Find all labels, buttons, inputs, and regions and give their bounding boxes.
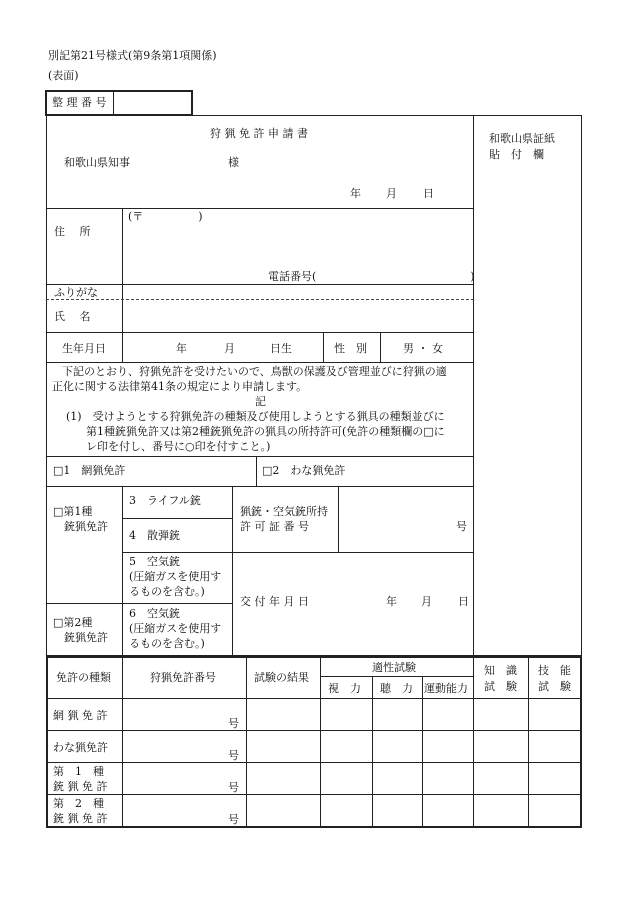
birth-date-field[interactable] bbox=[126, 335, 320, 359]
col-header-type: 免許の種類 bbox=[56, 671, 111, 684]
side-indicator: (表面) bbox=[48, 69, 79, 82]
permit-label-divider bbox=[338, 486, 339, 552]
date-month-label: 月 bbox=[386, 187, 397, 200]
divider-address-top bbox=[46, 208, 474, 209]
divider-gun-top bbox=[46, 486, 474, 487]
col-header-skill-a: 技 能 bbox=[538, 664, 571, 677]
issue-date-field[interactable] bbox=[342, 584, 470, 620]
results-col-3 bbox=[320, 656, 321, 828]
seiri-divider bbox=[113, 90, 114, 116]
divider-second-gun-top bbox=[46, 603, 232, 604]
gun-option-air5-note-a: (圧縮ガスを使用す bbox=[129, 570, 222, 583]
date-year-label: 年 bbox=[350, 187, 361, 200]
address-field[interactable] bbox=[126, 226, 470, 268]
gun-item-divider bbox=[232, 486, 233, 656]
stamp-area-label-1: 和歌山県証紙 bbox=[489, 132, 555, 145]
gun-option-shotgun[interactable]: 4 散弾銃 bbox=[129, 529, 180, 542]
name-label: 氏 名 bbox=[54, 310, 91, 323]
row-type-label-b: 銃 猟 免 許 bbox=[53, 812, 108, 825]
row-number-field[interactable] bbox=[125, 733, 225, 759]
gun-option-air6[interactable]: 6 空気銃 bbox=[129, 607, 180, 620]
wana-license-checkbox[interactable]: □2 わな猟免許 bbox=[262, 464, 346, 477]
row-type-label-b: 銃 猟 免 許 bbox=[53, 780, 108, 793]
permit-number-label-b: 許 可 証 番 号 bbox=[240, 520, 309, 533]
col-header-aptitude: 適性試験 bbox=[372, 661, 416, 674]
permit-number-field[interactable] bbox=[342, 490, 452, 548]
col-header-result: 試験の結果 bbox=[254, 671, 309, 684]
results-row-divider-3 bbox=[46, 794, 582, 795]
stamp-area-label-2: 貼 付 欄 bbox=[489, 148, 544, 161]
col-header-hearing: 聴 力 bbox=[380, 682, 413, 695]
form-reference: 別記第21号様式(第9条第1項関係) bbox=[48, 49, 217, 62]
item1-line-a: (1) 受けようとする狩猟免許の種類及び使用しようとする猟具の種類並びに bbox=[66, 410, 445, 423]
addressee: 和歌山県知事 bbox=[64, 156, 130, 169]
first-gun-license-label: 銃猟免許 bbox=[64, 520, 108, 533]
furigana-label: ふりがな bbox=[54, 286, 98, 299]
statement-line-1: 下記のとおり、狩猟免許を受けたいので、鳥獣の保護及び管理並びに狩猟の適 bbox=[62, 365, 447, 378]
row-go-label: 号 bbox=[228, 717, 239, 730]
name-field[interactable] bbox=[126, 302, 470, 328]
date-day-label: 日 bbox=[423, 187, 434, 200]
birth-year-label: 年 bbox=[176, 342, 187, 355]
row-number-field[interactable] bbox=[125, 701, 225, 727]
birth-date-label: 生年月日 bbox=[62, 342, 106, 355]
row-go-label: 号 bbox=[228, 781, 239, 794]
second-gun-license-checkbox[interactable]: □第2種 bbox=[53, 616, 93, 629]
issue-day-label: 日 bbox=[458, 595, 469, 608]
row-type-label: 第 2 種 bbox=[53, 797, 104, 810]
divider-rifle-shotgun bbox=[122, 518, 232, 519]
furigana-field[interactable] bbox=[126, 286, 470, 298]
statement-line-2: 正化に関する法律第41条の規定により申請します。 bbox=[52, 380, 308, 393]
sex-label-left-divider bbox=[323, 332, 324, 362]
results-col-6 bbox=[473, 656, 474, 828]
sex-label-right-divider bbox=[380, 332, 381, 362]
divider-statement-top bbox=[46, 362, 474, 363]
seiri-label: 整 理 番 号 bbox=[52, 96, 107, 109]
ami-license-checkbox[interactable]: □1 網猟免許 bbox=[53, 464, 126, 477]
seiri-number-field[interactable] bbox=[116, 92, 190, 114]
stamp-column-divider bbox=[473, 115, 474, 656]
permit-go-label: 号 bbox=[456, 520, 467, 533]
results-col-1 bbox=[122, 656, 123, 828]
gun-option-rifle[interactable]: 3 ライフル銃 bbox=[129, 494, 201, 507]
divider-furigana-top bbox=[46, 284, 474, 285]
sex-label: 性 別 bbox=[334, 342, 367, 355]
col-header-number: 狩猟免許番号 bbox=[150, 671, 216, 684]
item1-line-c: レ印を付し、番号に○印を付すこと。) bbox=[86, 440, 271, 453]
issue-month-label: 月 bbox=[421, 595, 432, 608]
gun-type-divider bbox=[122, 486, 123, 656]
aptitude-sub-divider bbox=[320, 676, 473, 677]
birth-month-label: 月 bbox=[224, 342, 235, 355]
item1-line-b: 第1種銃猟免許又は第2種銃猟免許の猟具の所持許可(免許の種類欄の□に bbox=[86, 425, 445, 438]
col-header-knowledge-a: 知 識 bbox=[484, 664, 517, 677]
col-header-knowledge-b: 試 験 bbox=[484, 680, 517, 693]
sex-options[interactable]: 男 ・ 女 bbox=[403, 342, 443, 355]
divider-air5-top bbox=[122, 552, 474, 553]
gun-option-air5[interactable]: 5 空気銃 bbox=[129, 555, 180, 568]
row-type-label: 第 1 種 bbox=[53, 765, 104, 778]
results-row-divider-2 bbox=[46, 762, 582, 763]
sama-label: 様 bbox=[228, 156, 239, 169]
first-gun-license-checkbox[interactable]: □第1種 bbox=[53, 505, 93, 518]
col-header-vision: 視 力 bbox=[328, 682, 361, 695]
gun-option-air5-note-b: るものを含む。) bbox=[129, 585, 205, 598]
second-gun-license-label: 銃猟免許 bbox=[64, 631, 108, 644]
application-date-field[interactable] bbox=[320, 182, 460, 202]
ki-label: 記 bbox=[255, 395, 266, 408]
address-label: 住 所 bbox=[54, 225, 91, 238]
label-column-divider bbox=[122, 208, 123, 362]
permit-number-label-a: 猟銃・空気銃所持 bbox=[240, 505, 328, 518]
issue-year-label: 年 bbox=[386, 595, 397, 608]
col-header-motor: 運動能力 bbox=[424, 682, 468, 695]
divider-license-top bbox=[46, 456, 474, 457]
row-go-label: 号 bbox=[228, 749, 239, 762]
row-number-field[interactable] bbox=[125, 797, 225, 823]
col-header-skill-b: 試 験 bbox=[538, 680, 571, 693]
row-number-field[interactable] bbox=[125, 765, 225, 791]
postal-code: (〒 ) bbox=[128, 210, 203, 223]
phone-number: 電話番号( ) bbox=[268, 270, 475, 283]
results-header-bottom bbox=[46, 698, 582, 699]
results-col-2 bbox=[246, 656, 247, 828]
ami-wana-divider bbox=[256, 456, 257, 486]
divider-furigana-dashed bbox=[46, 299, 474, 300]
birth-day-label: 日生 bbox=[270, 342, 292, 355]
row-type-label: わな猟免許 bbox=[53, 741, 108, 754]
row-go-label: 号 bbox=[228, 813, 239, 826]
gun-option-air6-note-b: るものを含む。) bbox=[129, 637, 205, 650]
divider-birth-top bbox=[46, 332, 474, 333]
form-title: 狩 猟 免 許 申 請 書 bbox=[210, 127, 308, 140]
row-type-label: 網 猟 免 許 bbox=[53, 709, 108, 722]
issue-date-label: 交 付 年 月 日 bbox=[240, 595, 309, 608]
results-row-divider-1 bbox=[46, 730, 582, 731]
gun-option-air6-note-a: (圧縮ガスを使用す bbox=[129, 622, 222, 635]
results-col-7 bbox=[528, 656, 529, 828]
